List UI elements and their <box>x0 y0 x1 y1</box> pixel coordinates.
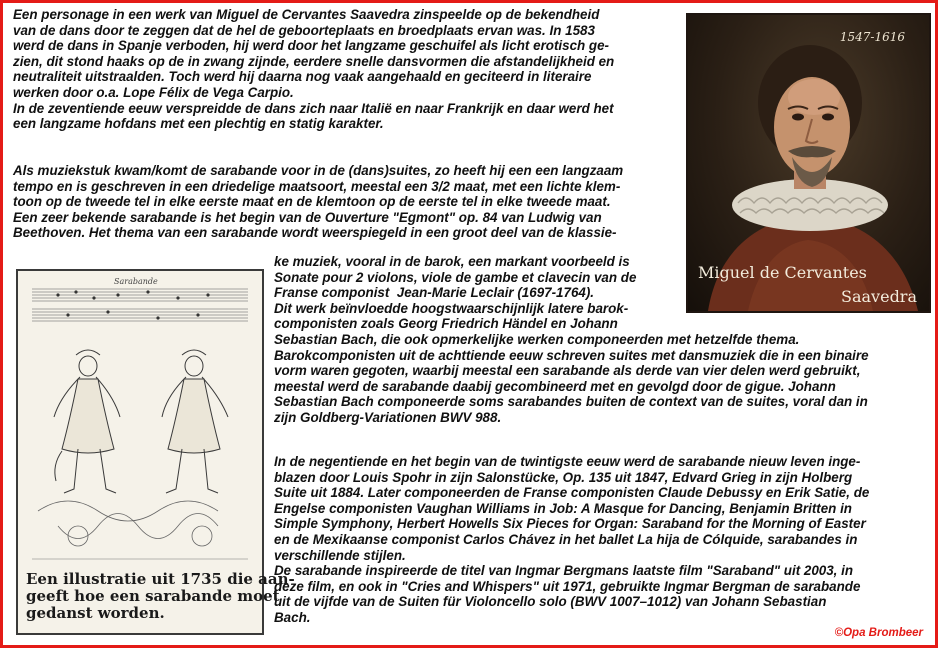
cervantes-portrait <box>686 13 931 313</box>
dancers-engraving <box>18 271 262 571</box>
dance-illustration <box>16 269 295 635</box>
paragraph-history: Een personage in een werk van Miguel de Cervantes Saavedra zinspeelde op de bekendheid van de dans door te zeggen dat de hel de geboorteplaats en broedplaats ervan was. In 1583 werd de dans in Spanje verboden, hij werd door het langzame geschuifel als licht erotisch ge- zien, dit stond haaks op de in zwang zijnde, eerdere snelle dansvormen die afstandelijkheid en neutraliteit uitstraalden. Toch werd hij daarna nog vaak aangehaald en geciteerd in literaire werken door o.a. Lope Félix de Vega Carpio. In de zeventiende eeuw verspreidde de dans zich naar Italië en naar Frankrijk en daar werd het een langzame hofdans met een plechtig en statig karakter. <box>13 7 615 132</box>
portrait-years: 1547-1616 <box>839 30 905 44</box>
copyright-credit: ©Opa Brombeer <box>834 627 923 639</box>
paragraph-modern: In de negentiende en het begin van de twintigste eeuw werd de sarabande nieuw leven inge- blazen door Louis Spohr in zijn Salonstücke, Op. 135 uit 1847, Edvard Grieg in zijn Holberg Suite uit 1884. Later componeerden de Franse componisten Claude Debussy en Erik Satie, de Engelse componisten Vaughan Williams in Job: A Masque for Dancing, Benjamin Britten in Simple Symphony, Herbert Howells Six Pieces for Organ: Saraband for the Morning of Easter en de Mexikaanse componist Carlos Chávez in het ballet La hija de Cólquide, sarabandes in verschillende stijlen. De sarabande inspireerde de titel van Ingmar Bergmans laatste film "Saraband" uit 2003, in deze film, en ook in "Cries and Whispers" uit 1971, gebruikte Ingmar Bergman de sarabande uit de vijfde van de Suiten für Violoncello solo (BWV 1007–1012) van Johann Sebastian Bach. <box>274 454 870 625</box>
portrait-caption-name: Miguel de Cervantes <box>698 263 867 282</box>
paragraph-baroque: ke muziek, vooral in de barok, een markant voorbeeld is Sonate pour 2 violons, viole de gambe et clavecin van de Franse componist Jean-Marie Leclair (1697-1764). Dit werk beïnvloedde hoogstwaarschijnlijk latere barok- componisten zoals Georg Friedrich Händel en Johann Sebastian Bach, die ook opmerkelijke werken componeerden met hetzelfde thema. Barokcomponisten uit de achttiende eeuw schreven suites met dansmuziek die in een binaire vorm waren gegoten, waarbij meestal een sarabande als derde van vier delen werd gebruikt, meestal werd de sarabande daabij gecombineerd met en gevolgd door de gigue. Johann Sebastian Bach componeerde soms sarabandes buiten de context van de suites, voral dan in zijn Goldberg-Variationen BWV 988. <box>274 254 869 425</box>
portrait-caption-surname: Saavedra <box>841 287 917 306</box>
illustration-caption: Een illustratie uit 1735 die aan- geeft hoe een sarabande moet gedanst worden. <box>26 570 295 622</box>
paragraph-music: Als muziekstuk kwam/komt de sarabande voor in de (dans)suites, zo heeft hij een een langzaam tempo en is geschreven in een driedelige maatsoort, meestal een 3/2 maat, met een lichte klem- toon op de tweede tel in elke eerste maat en de klemtoon op de eerste tel in elke tweede maat. Een zeer bekende sarabande is het begin van de Ouverture "Egmont" op. 84 van Ludwig van Beethoven. Het thema van een sarabande wordt weerspiegeld in een groot deel van de klassie- <box>13 163 624 241</box>
illustration-header: Sarabande <box>114 277 158 286</box>
